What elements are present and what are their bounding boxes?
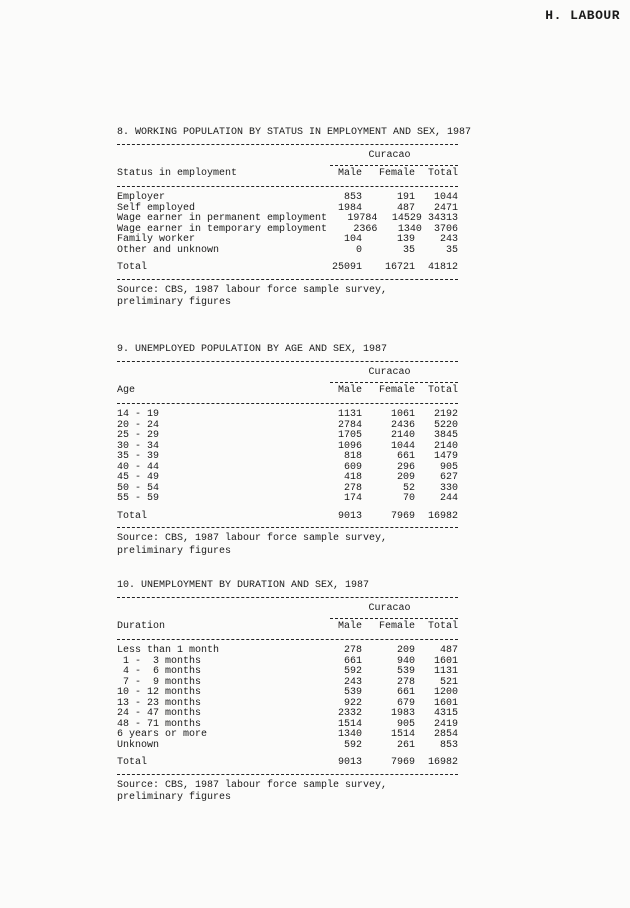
row-label: Status in employment bbox=[117, 168, 238, 179]
column-group-label: Curacao bbox=[368, 366, 411, 378]
row-label: Employer bbox=[117, 192, 166, 203]
table-row bbox=[117, 410, 458, 421]
row-label: 48 - 71 months bbox=[117, 718, 202, 730]
cell-value: 16982 bbox=[427, 510, 458, 522]
table-row bbox=[117, 431, 458, 442]
column-group-header bbox=[117, 604, 458, 615]
cell-value: 2192 bbox=[433, 409, 458, 420]
cell-value: Female bbox=[378, 385, 415, 396]
column-headers bbox=[117, 169, 458, 181]
row-label: 40 - 44 bbox=[117, 461, 160, 473]
cell-value: 2332 bbox=[337, 708, 362, 719]
cell-value: 174 bbox=[343, 493, 362, 504]
cell-value: 5220 bbox=[433, 419, 458, 431]
row-label: Duration bbox=[117, 621, 166, 632]
table-unemployment-by-duration bbox=[117, 581, 458, 804]
cell-value: 905 bbox=[439, 461, 458, 473]
total-row bbox=[117, 512, 458, 523]
row-label: 7 - 9 months bbox=[117, 676, 202, 688]
table-row bbox=[117, 688, 458, 699]
row-label: 24 - 47 months bbox=[117, 708, 202, 719]
cell-value: 1200 bbox=[433, 687, 458, 698]
cell-value: Male bbox=[337, 385, 362, 396]
row-label: 13 - 23 months bbox=[117, 697, 202, 709]
cell-value: 7969 bbox=[390, 510, 415, 522]
row-label: Unknown bbox=[117, 739, 160, 751]
row-label: Less than 1 month bbox=[117, 645, 220, 656]
cell-value: 1514 bbox=[337, 718, 362, 730]
column-group-label: Curacao bbox=[368, 602, 411, 614]
cell-value: 1479 bbox=[433, 451, 458, 462]
cell-value: 9013 bbox=[337, 757, 362, 768]
cell-value: 905 bbox=[396, 718, 415, 730]
row-label: 20 - 24 bbox=[117, 419, 160, 431]
cell-value: 35 bbox=[445, 244, 458, 256]
cell-value: 2366 bbox=[353, 223, 378, 235]
table-row bbox=[117, 473, 458, 484]
row-label: 10 - 12 months bbox=[117, 687, 202, 698]
cell-value: 2784 bbox=[337, 419, 362, 431]
cell-value: 16721 bbox=[384, 262, 415, 273]
cell-value: 2140 bbox=[390, 430, 415, 441]
cell-value: 52 bbox=[402, 482, 415, 494]
cell-value: 7969 bbox=[390, 757, 415, 768]
row-label: 1 - 3 months bbox=[117, 655, 202, 667]
row-label: Family worker bbox=[117, 234, 196, 245]
source-note: Source: CBS, 1987 labour force sample survey, bbox=[117, 284, 388, 296]
row-label: 50 - 54 bbox=[117, 482, 160, 494]
cell-value: 34313 bbox=[427, 213, 458, 224]
row-label: 25 - 29 bbox=[117, 430, 160, 441]
row-label: Age bbox=[117, 385, 136, 396]
cell-value: 1340 bbox=[397, 223, 422, 235]
cell-value: 41812 bbox=[427, 262, 458, 273]
row-label: 45 - 49 bbox=[117, 472, 160, 483]
table-working-population bbox=[117, 127, 472, 309]
cell-value: 940 bbox=[396, 655, 415, 667]
row-label: 30 - 34 bbox=[117, 440, 160, 452]
divider bbox=[330, 165, 458, 166]
cell-value: 4315 bbox=[433, 708, 458, 719]
row-label: 6 years or more bbox=[117, 729, 208, 740]
cell-value: 2471 bbox=[433, 202, 458, 214]
cell-value: 418 bbox=[343, 472, 362, 483]
table-row bbox=[117, 709, 458, 720]
cell-value: 922 bbox=[343, 697, 362, 709]
source-note: preliminary figures bbox=[117, 792, 232, 803]
cell-value: 244 bbox=[439, 493, 458, 504]
divider bbox=[117, 527, 458, 528]
table-row bbox=[117, 494, 458, 505]
row-label: Wage earner in temporary employment bbox=[117, 223, 328, 235]
cell-value: 3845 bbox=[433, 430, 458, 441]
cell-value: 609 bbox=[343, 461, 362, 473]
cell-value: 539 bbox=[343, 687, 362, 698]
column-group-label: Curacao bbox=[368, 149, 411, 161]
table-title: 9. UNEMPLOYED POPULATION BY AGE AND SEX, 1987 bbox=[117, 344, 388, 355]
cell-value: 1983 bbox=[390, 708, 415, 719]
table-unemployed-by-age bbox=[117, 345, 458, 557]
cell-value: 853 bbox=[343, 192, 362, 203]
cell-value: 14529 bbox=[391, 213, 422, 224]
divider bbox=[330, 618, 458, 619]
cell-value: 278 bbox=[343, 645, 362, 656]
divider bbox=[117, 279, 458, 280]
cell-value: 592 bbox=[343, 666, 362, 677]
cell-value: 1514 bbox=[390, 729, 415, 740]
table-row bbox=[117, 235, 458, 246]
divider bbox=[117, 361, 458, 362]
column-group-header bbox=[117, 151, 458, 162]
source-note: Source: CBS, 1987 labour force sample survey, bbox=[117, 533, 388, 544]
cell-value: 243 bbox=[343, 676, 362, 688]
cell-value: 2419 bbox=[433, 718, 458, 730]
cell-value: 9013 bbox=[337, 510, 362, 522]
divider bbox=[117, 774, 458, 775]
table-row bbox=[117, 246, 458, 257]
row-label: Total bbox=[117, 510, 148, 522]
cell-value: 1601 bbox=[433, 655, 458, 667]
cell-value: 191 bbox=[396, 192, 415, 203]
cell-value: 661 bbox=[396, 451, 415, 462]
cell-value: 1984 bbox=[337, 202, 362, 214]
cell-value: 1705 bbox=[337, 430, 362, 441]
cell-value: 70 bbox=[402, 493, 415, 504]
cell-value: 1044 bbox=[390, 440, 415, 452]
cell-value: 1061 bbox=[390, 409, 415, 420]
cell-value: 1096 bbox=[337, 440, 362, 452]
cell-value: 16982 bbox=[427, 757, 458, 768]
cell-value: 661 bbox=[343, 655, 362, 667]
column-group-header bbox=[117, 368, 458, 379]
cell-value: 1131 bbox=[433, 666, 458, 677]
cell-value: 104 bbox=[343, 234, 362, 245]
table-row bbox=[117, 452, 458, 463]
cell-value: Female bbox=[378, 621, 415, 632]
table-row bbox=[117, 730, 458, 741]
divider bbox=[117, 639, 458, 640]
table-title: 8. WORKING POPULATION BY STATUS IN EMPLOYMENT AND SEX, 1987 bbox=[117, 127, 472, 138]
cell-value: 487 bbox=[396, 202, 415, 214]
divider bbox=[117, 186, 458, 187]
cell-value: 2140 bbox=[433, 440, 458, 452]
cell-value: 853 bbox=[439, 739, 458, 751]
cell-value: 35 bbox=[402, 244, 415, 256]
table-title: 10. UNEMPLOYMENT BY DURATION AND SEX, 1987 bbox=[117, 580, 370, 591]
source-note: preliminary figures bbox=[117, 545, 232, 557]
cell-value: 243 bbox=[439, 234, 458, 245]
cell-value: 661 bbox=[396, 687, 415, 698]
cell-value: 209 bbox=[396, 472, 415, 483]
column-headers bbox=[117, 622, 458, 634]
cell-value: 818 bbox=[343, 451, 362, 462]
cell-value: 1044 bbox=[433, 192, 458, 203]
table-row bbox=[117, 214, 458, 225]
divider bbox=[117, 597, 458, 598]
cell-value: 139 bbox=[396, 234, 415, 245]
row-label: 4 - 6 months bbox=[117, 666, 202, 677]
cell-value: Female bbox=[378, 168, 415, 179]
cell-value: 627 bbox=[439, 472, 458, 483]
cell-value: Male bbox=[337, 168, 362, 179]
cell-value: 487 bbox=[439, 645, 458, 656]
cell-value: 521 bbox=[439, 676, 458, 688]
row-label: Total bbox=[117, 757, 148, 768]
cell-value: 278 bbox=[396, 676, 415, 688]
cell-value: Male bbox=[337, 621, 362, 632]
cell-value: 679 bbox=[396, 697, 415, 709]
cell-value: 1340 bbox=[337, 729, 362, 740]
cell-value: 592 bbox=[343, 739, 362, 751]
cell-value: 2854 bbox=[433, 729, 458, 740]
row-label: 55 - 59 bbox=[117, 493, 160, 504]
total-row bbox=[117, 263, 458, 274]
table-row bbox=[117, 667, 458, 678]
row-label: Other and unknown bbox=[117, 244, 220, 256]
cell-value: 330 bbox=[439, 482, 458, 494]
cell-value: Total bbox=[427, 385, 458, 396]
cell-value: 1601 bbox=[433, 697, 458, 709]
row-label: 14 - 19 bbox=[117, 409, 160, 420]
total-row bbox=[117, 758, 458, 769]
cell-value: 539 bbox=[396, 666, 415, 677]
divider bbox=[330, 382, 458, 383]
cell-value: 278 bbox=[343, 482, 362, 494]
section-header: H. LABOUR bbox=[545, 8, 620, 23]
cell-value: 261 bbox=[396, 739, 415, 751]
row-label: 35 - 39 bbox=[117, 451, 160, 462]
cell-value: 2436 bbox=[390, 419, 415, 431]
cell-value: 25091 bbox=[331, 262, 362, 273]
cell-value: 0 bbox=[355, 244, 362, 256]
cell-value: 296 bbox=[396, 461, 415, 473]
divider bbox=[117, 403, 458, 404]
divider bbox=[117, 144, 458, 145]
source-note: Source: CBS, 1987 labour force sample survey, bbox=[117, 779, 388, 791]
cell-value: 3706 bbox=[433, 223, 458, 235]
row-label: Wage earner in permanent employment bbox=[117, 213, 328, 224]
table-row bbox=[117, 193, 458, 204]
cell-value: Total bbox=[427, 621, 458, 632]
row-label: Total bbox=[117, 262, 148, 273]
cell-value: 19784 bbox=[347, 213, 378, 224]
column-headers bbox=[117, 386, 458, 398]
source-note: preliminary figures bbox=[117, 297, 232, 308]
table-row bbox=[117, 646, 458, 657]
row-label: Self employed bbox=[117, 202, 196, 214]
table-row bbox=[117, 741, 458, 752]
cell-value: 1131 bbox=[337, 409, 362, 420]
cell-value: Total bbox=[427, 168, 458, 179]
cell-value: 209 bbox=[396, 645, 415, 656]
